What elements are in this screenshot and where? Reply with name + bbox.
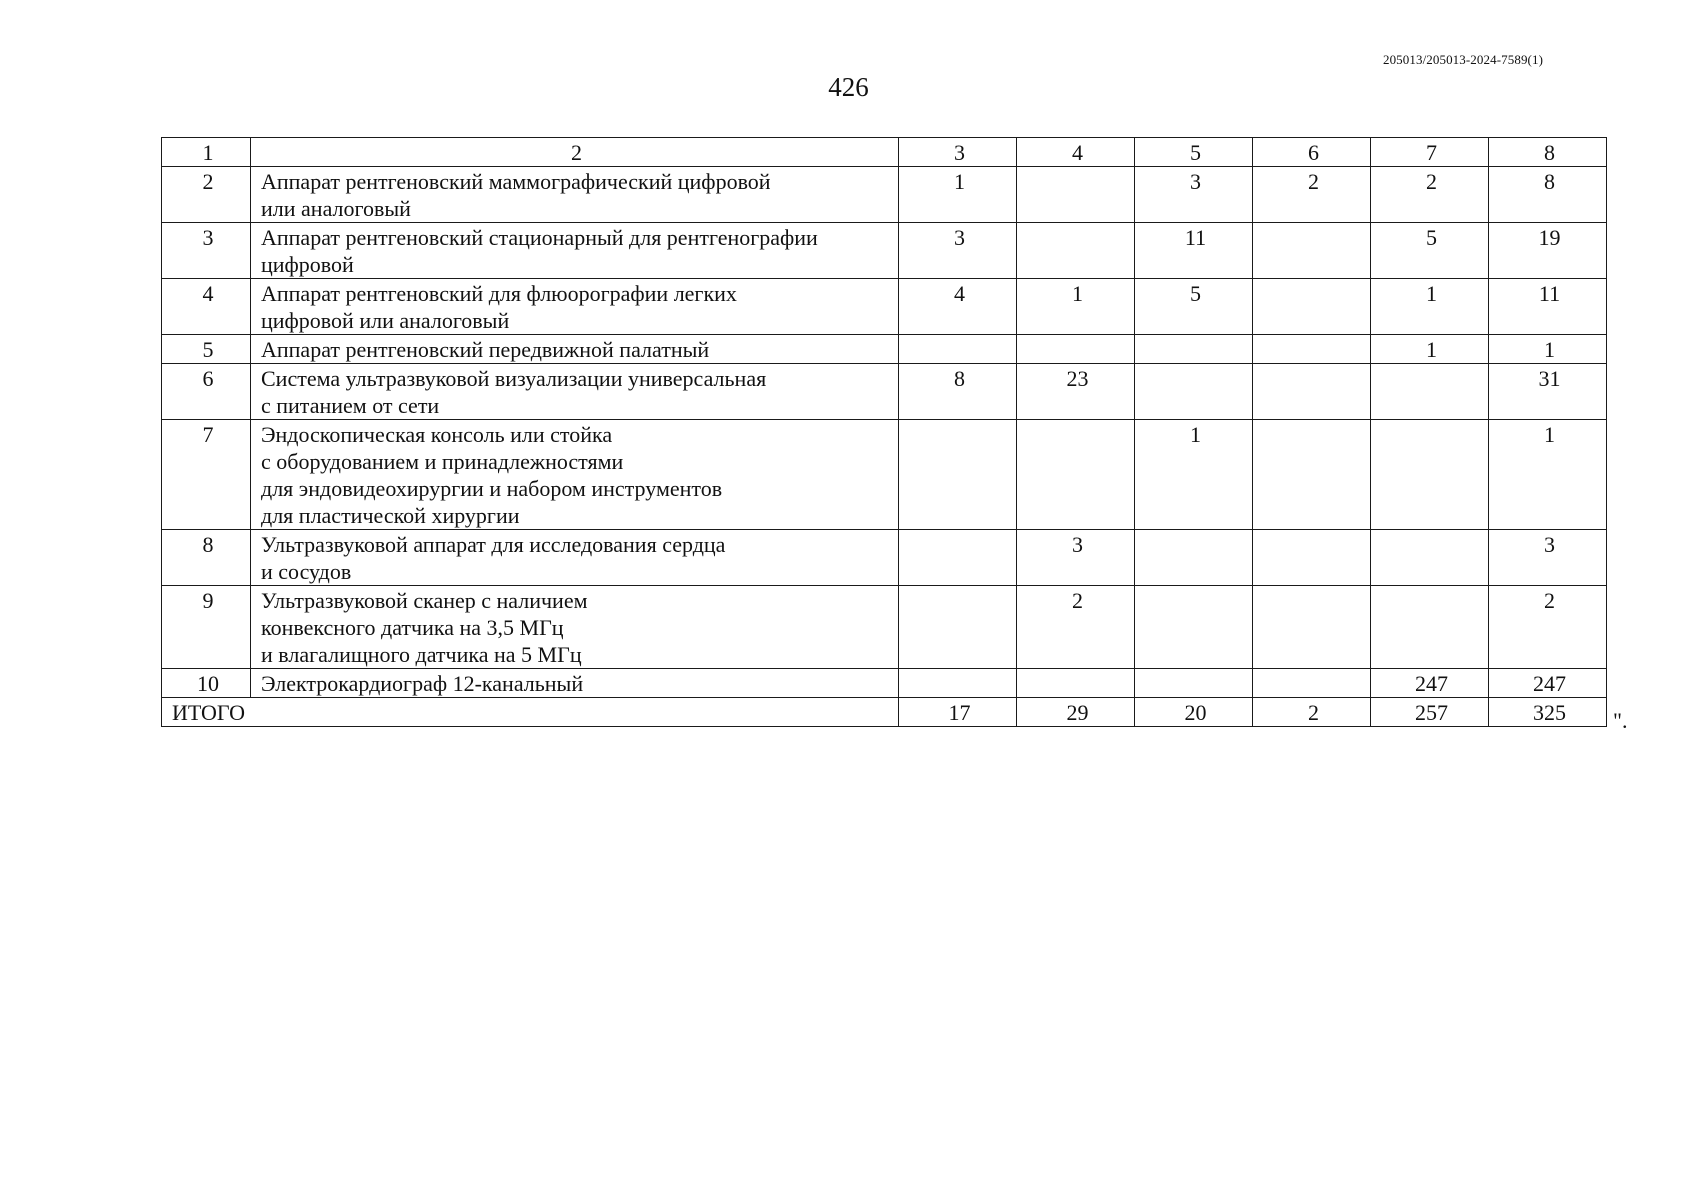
value-cell xyxy=(899,530,1017,586)
value-cell: 2 xyxy=(1253,167,1371,223)
value-cell: 2 xyxy=(1017,586,1135,669)
value-cell xyxy=(1017,669,1135,698)
equipment-name: Аппарат рентгеновский передвижной палатный xyxy=(251,335,899,364)
total-value: 20 xyxy=(1135,698,1253,727)
row-number: 7 xyxy=(162,420,251,530)
row-number: 10 xyxy=(162,669,251,698)
value-cell: 3 xyxy=(1017,530,1135,586)
value-cell xyxy=(1135,530,1253,586)
value-cell: 5 xyxy=(1371,223,1489,279)
row-number: 2 xyxy=(162,167,251,223)
row-number: 4 xyxy=(162,279,251,335)
value-cell: 8 xyxy=(1489,167,1607,223)
header-cell: 6 xyxy=(1253,138,1371,167)
row-number: 9 xyxy=(162,586,251,669)
value-cell: 1 xyxy=(899,167,1017,223)
value-cell: 19 xyxy=(1489,223,1607,279)
total-value: 2 xyxy=(1253,698,1371,727)
total-value: 325 xyxy=(1489,698,1607,727)
equipment-name: Электрокардиограф 12-канальный xyxy=(251,669,899,698)
table-row xyxy=(162,669,1607,698)
value-cell xyxy=(1253,420,1371,530)
table-row xyxy=(162,586,1607,669)
value-cell xyxy=(1017,335,1135,364)
closing-quote-mark: ". xyxy=(1613,708,1628,733)
equipment-name: Аппарат рентгеновский стационарный для рентгенографии цифровой xyxy=(251,223,899,279)
equipment-name: Эндоскопическая консоль или стойка с оборудованием и принадлежностями для эндовидеохирургии и набором инструментов для пластической хирургии xyxy=(251,420,899,530)
header-cell: 7 xyxy=(1371,138,1489,167)
value-cell: 11 xyxy=(1135,223,1253,279)
table-row xyxy=(162,167,1607,223)
total-value: 17 xyxy=(899,698,1017,727)
row-number: 8 xyxy=(162,530,251,586)
value-cell: 1 xyxy=(1489,335,1607,364)
value-cell xyxy=(899,335,1017,364)
total-row xyxy=(162,698,1607,727)
value-cell xyxy=(1371,586,1489,669)
value-cell: 23 xyxy=(1017,364,1135,420)
value-cell: 1 xyxy=(1371,279,1489,335)
value-cell: 8 xyxy=(899,364,1017,420)
value-cell xyxy=(1253,279,1371,335)
value-cell xyxy=(899,669,1017,698)
header-cell: 1 xyxy=(162,138,251,167)
document-id: 205013/205013-2024-7589(1) xyxy=(1382,52,1543,67)
value-cell: 4 xyxy=(899,279,1017,335)
value-cell: 247 xyxy=(1489,669,1607,698)
table-row xyxy=(162,530,1607,586)
total-value: 29 xyxy=(1017,698,1135,727)
header-cell: 3 xyxy=(899,138,1017,167)
value-cell xyxy=(1135,669,1253,698)
value-cell xyxy=(1135,335,1253,364)
value-cell xyxy=(1253,364,1371,420)
table-header-row xyxy=(162,138,1607,167)
header-cell: 4 xyxy=(1017,138,1135,167)
value-cell: 247 xyxy=(1371,669,1489,698)
value-cell: 3 xyxy=(1135,167,1253,223)
equipment-name: Ультразвуковой аппарат для исследования сердца и сосудов xyxy=(251,530,899,586)
equipment-name: Аппарат рентгеновский для флюорографии легких цифровой или аналоговый xyxy=(251,279,899,335)
total-value: 257 xyxy=(1371,698,1489,727)
value-cell: 1 xyxy=(1135,420,1253,530)
value-cell: 1 xyxy=(1371,335,1489,364)
value-cell xyxy=(1017,420,1135,530)
equipment-name: Система ультразвуковой визуализации универсальная с питанием от сети xyxy=(251,364,899,420)
value-cell: 5 xyxy=(1135,279,1253,335)
value-cell: 3 xyxy=(899,223,1017,279)
value-cell xyxy=(1371,420,1489,530)
page-number: 426 xyxy=(828,72,869,102)
table-row xyxy=(162,420,1607,530)
value-cell xyxy=(1253,530,1371,586)
value-cell xyxy=(1135,586,1253,669)
equipment-name: Ультразвуковой сканер с наличием конвексного датчика на 3,5 МГц и влагалищного датчика на 5 МГц xyxy=(251,586,899,669)
table-row xyxy=(162,279,1607,335)
row-number: 6 xyxy=(162,364,251,420)
header-cell: 2 xyxy=(251,138,899,167)
value-cell xyxy=(1253,335,1371,364)
value-cell xyxy=(1371,530,1489,586)
value-cell xyxy=(899,420,1017,530)
value-cell: 3 xyxy=(1489,530,1607,586)
row-number: 5 xyxy=(162,335,251,364)
row-number: 3 xyxy=(162,223,251,279)
value-cell: 1 xyxy=(1489,420,1607,530)
value-cell: 11 xyxy=(1489,279,1607,335)
table-row xyxy=(162,335,1607,364)
value-cell: 2 xyxy=(1371,167,1489,223)
value-cell xyxy=(1135,364,1253,420)
header-cell: 5 xyxy=(1135,138,1253,167)
header-cell: 8 xyxy=(1489,138,1607,167)
equipment-name: Аппарат рентгеновский маммографический цифровой или аналоговый xyxy=(251,167,899,223)
value-cell xyxy=(1253,223,1371,279)
value-cell: 2 xyxy=(1489,586,1607,669)
value-cell: 1 xyxy=(1017,279,1135,335)
value-cell xyxy=(1017,223,1135,279)
table-row xyxy=(162,223,1607,279)
value-cell xyxy=(1253,586,1371,669)
value-cell xyxy=(1017,167,1135,223)
value-cell: 31 xyxy=(1489,364,1607,420)
equipment-table xyxy=(161,137,1607,727)
value-cell xyxy=(1371,364,1489,420)
table-row xyxy=(162,364,1607,420)
value-cell xyxy=(899,586,1017,669)
value-cell xyxy=(1253,669,1371,698)
total-label: ИТОГО xyxy=(162,698,899,727)
